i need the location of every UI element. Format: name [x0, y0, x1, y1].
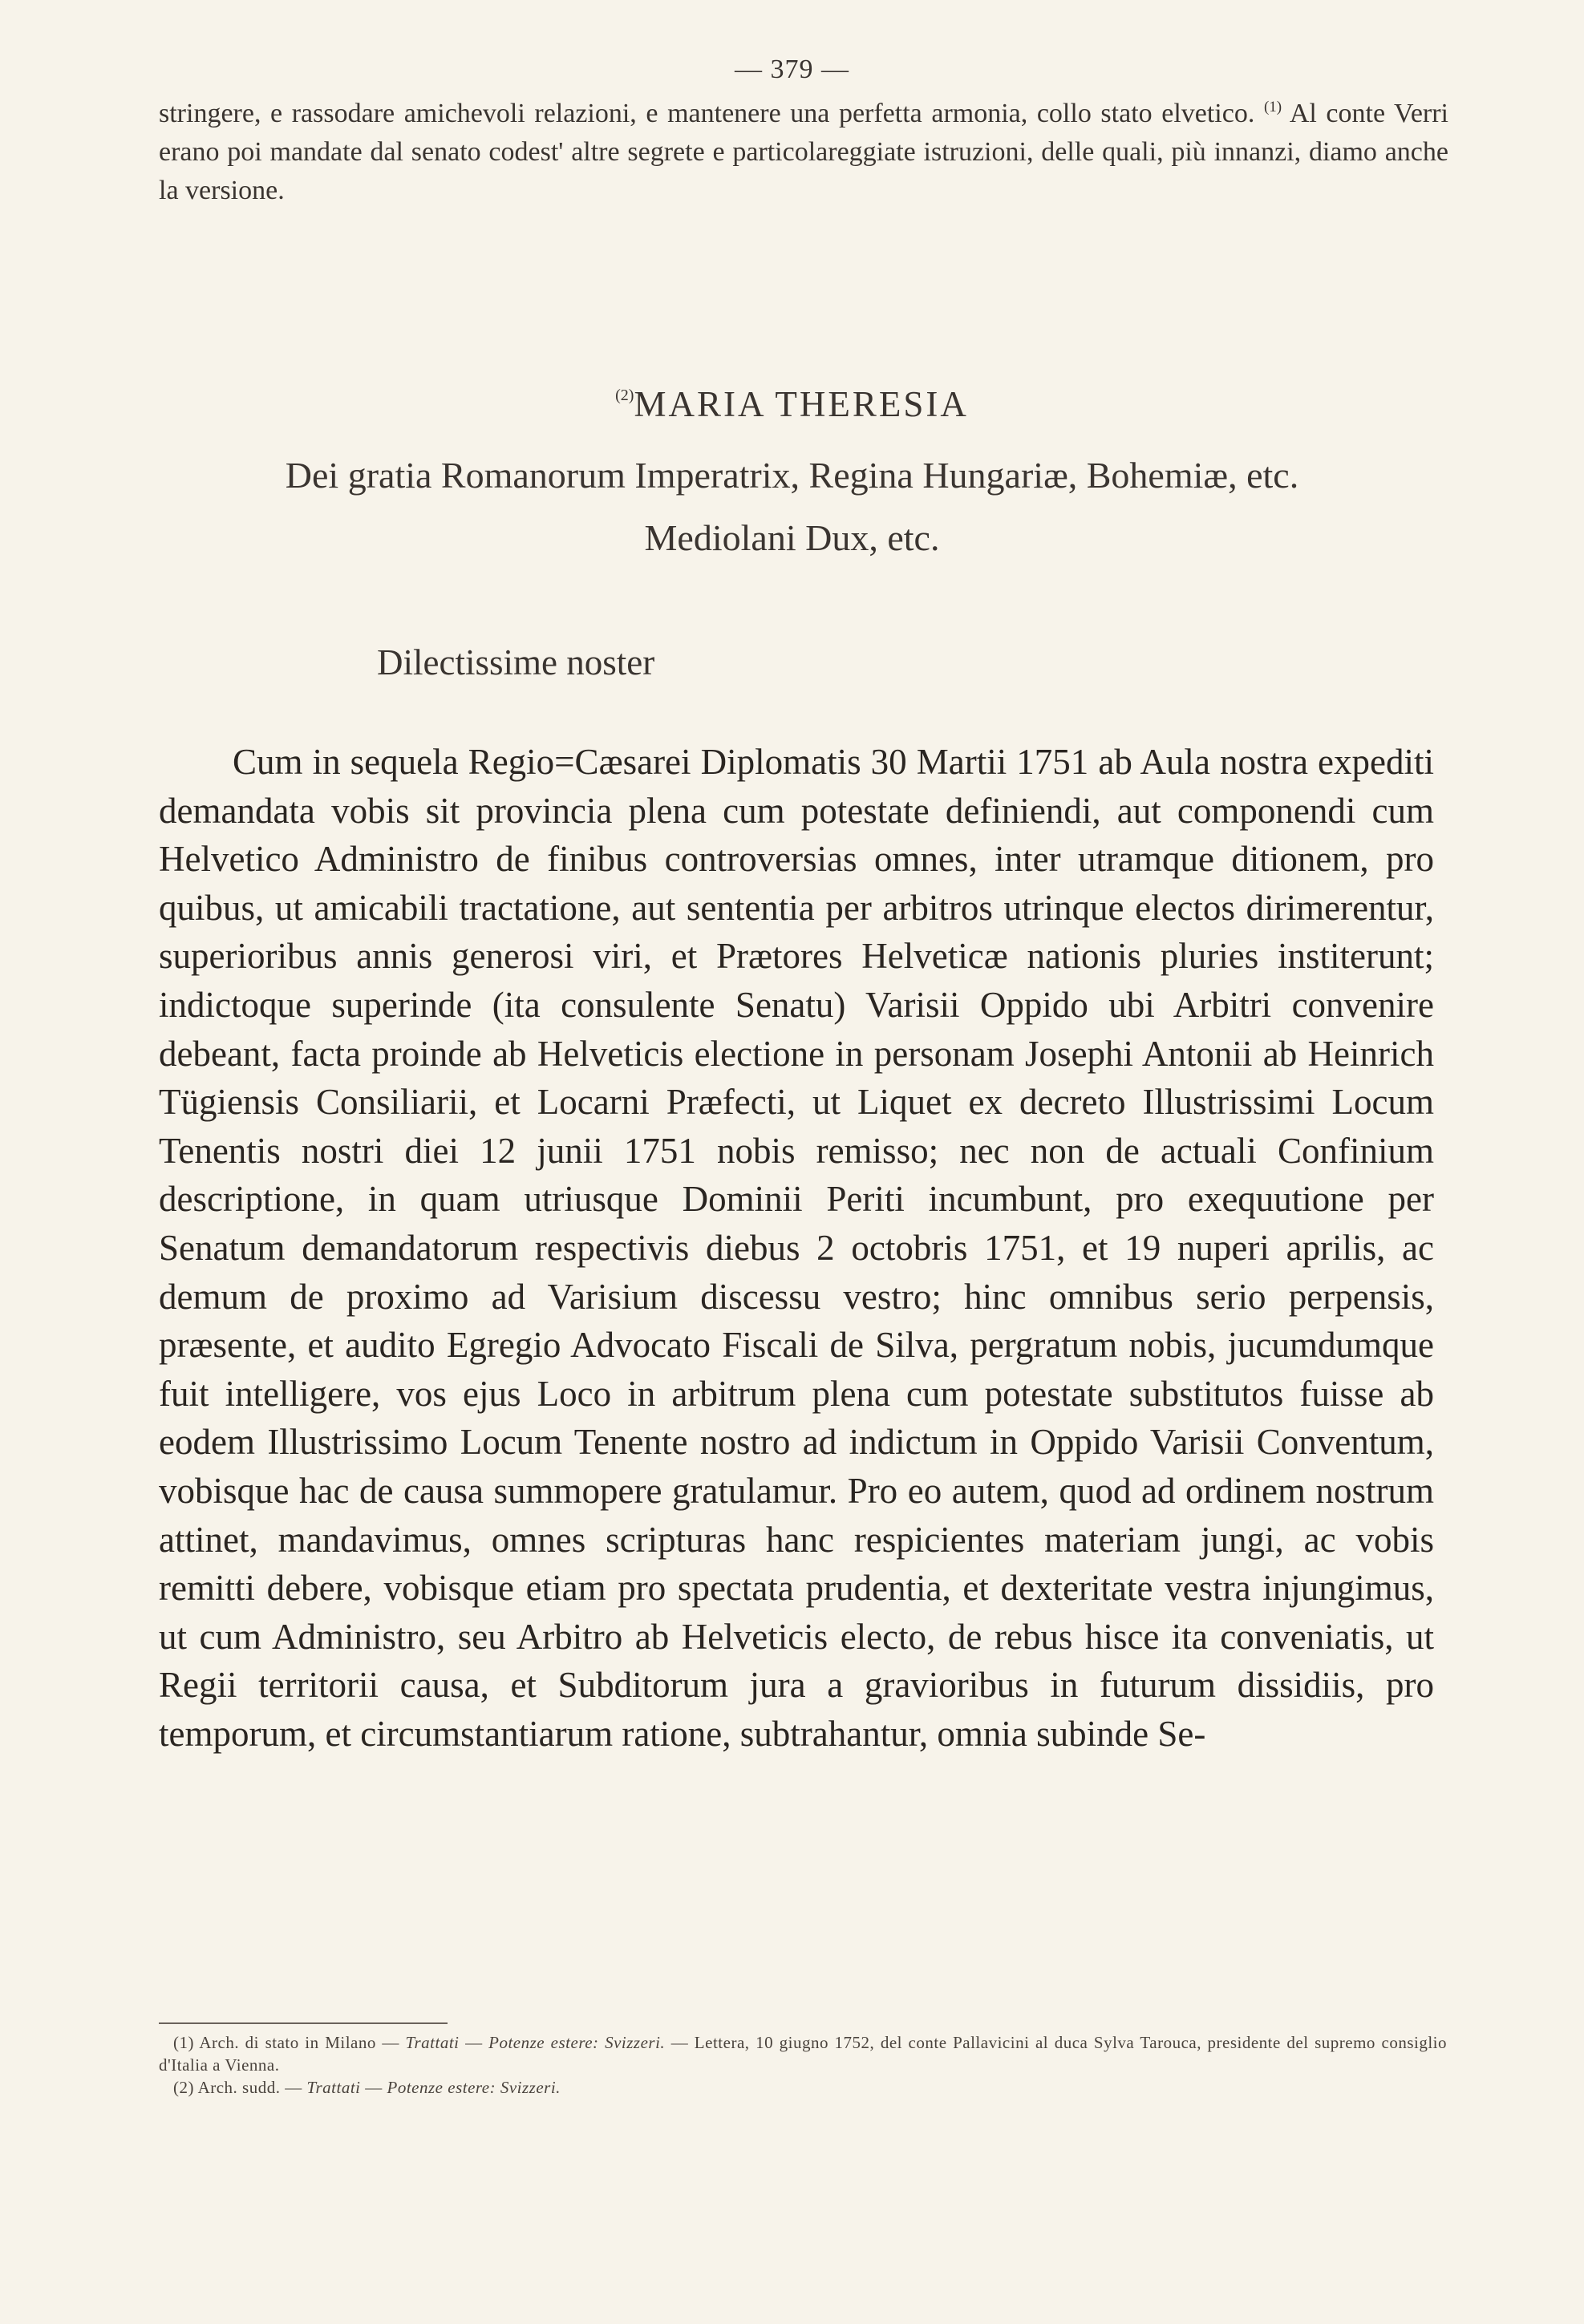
footnote-divider — [159, 2022, 448, 2024]
intro-text-part-2: Al conte Verri erano poi mandate dal senato codest' altre segrete e particolareggiate istruzioni, delle quali, più innanzi, diamo anche la versione. — [159, 99, 1449, 205]
footnote-1-detail: — Lettera, 10 giugno 1752, del conte Pallavicini al duca Sylva Tarouca, presidente del supremo consiglio d'Italia a Vienna. — [159, 2033, 1447, 2075]
heading-name-text: MARIA THERESIA — [634, 384, 969, 424]
footnote-1-sep: — — [459, 2033, 489, 2052]
footnote-marker-1: (1) — [1263, 99, 1282, 115]
footnote-1-series: Trattati — [405, 2033, 460, 2052]
salutation: Dilectissime noster — [377, 642, 655, 682]
footnote-2-series: Trattati — [306, 2078, 361, 2097]
intro-paragraph — [159, 95, 1448, 210]
heading-title-line-1: Dei gratia Romanorum Imperatrix, Regina Hungariæ, Bohemiæ, etc. — [285, 455, 1299, 496]
footnote-2-source: (2) Arch. sudd. — — [173, 2078, 307, 2097]
footnote-2-sep: — — [360, 2078, 387, 2097]
footnote-2 — [159, 2076, 1447, 2099]
footnotes — [159, 2031, 1447, 2099]
footnote-1-source: (1) Arch. di stato in Milano — — [173, 2033, 406, 2052]
letter-body-paragraph: Cum in sequela Regio=Cæsarei Diplomatis 30 Martii 1751 ab Aula nostra expediti demandata vobis sit provincia plena cum potestate definiendi, aut componendi cum Helvetico Administro de finibus controversias omnes, inter utramque ditionem, pro quibus, ut amicabili tractatione, aut sententia per arbitros utrinque electos dirimerentur, superioribus annis generosi viri, et Prætores Helveticæ nationis pluries institerunt; indictoque superinde (ita consulente Senatu) Varisii Oppido ubi Arbitri convenire debeant, facta proinde ab Helveticis electione in personam Josephi Antonii ab Heinrich Tügiensis Consiliarii, et Locarni Præfecti, ut Liquet ex decreto Illustrissimi Locum Tenentis nostri diei 12 junii 1751 nobis remisso; nec non de actuali Confinium descriptione, in quam utriusque Dominii Periti incumbunt, pro exequutione per Senatum demandatorum respectivis diebus 2 octobris 1751, et 19 nuperi aprilis, ac demum de proximo ad Varisium discessu vestro; hinc omnibus serio perpensis, præsente, et audito Egregio Advocato Fiscali de Silva, pergratum nobis, jucumdumque fuit intelligere, vos ejus Loco in arbitrum plena cum potestate substitutos fuisse ab eodem Illustrissimo Locum Tenente nostro ad indictum in Oppido Varisii Conventum, vobisque hac de causa summopere gratulamur. Pro eo autem, quod ad ordinem nostrum attinet, mandavimus, omnes scripturas hanc respicientes materiam jungi, ac vobis remitti debere, vobisque etiam pro spectata prudentia, et dexteritate vestra injungimus, ut cum Administro, seu Arbitro ab Helveticis electo, de rebus hisce ita conveniatis, ut Regii territorii causa, et Subditorum jura a gravioribus in futurum dissidiis, pro temporum, et circumstantiarum ratione, subtrahantur, omnia subinde Se- — [159, 742, 1434, 1754]
document-heading-name — [0, 383, 1584, 425]
heading-title-line-2: Mediolani Dux, etc. — [644, 517, 940, 558]
footnote-1-subseries: Potenze estere: Svizzeri. — [488, 2033, 666, 2052]
footnote-marker-2: (2) — [615, 387, 634, 404]
intro-text-part-1: stringere, e rassodare amichevoli relazioni, e mantenere una perfetta armonia, collo stato elvetico. — [159, 99, 1264, 128]
letter-body — [159, 738, 1434, 1758]
footnote-1 — [159, 2031, 1447, 2076]
page-number: — 379 — — [735, 55, 849, 84]
footnote-2-subseries: Potenze estere: Svizzeri. — [387, 2078, 561, 2097]
